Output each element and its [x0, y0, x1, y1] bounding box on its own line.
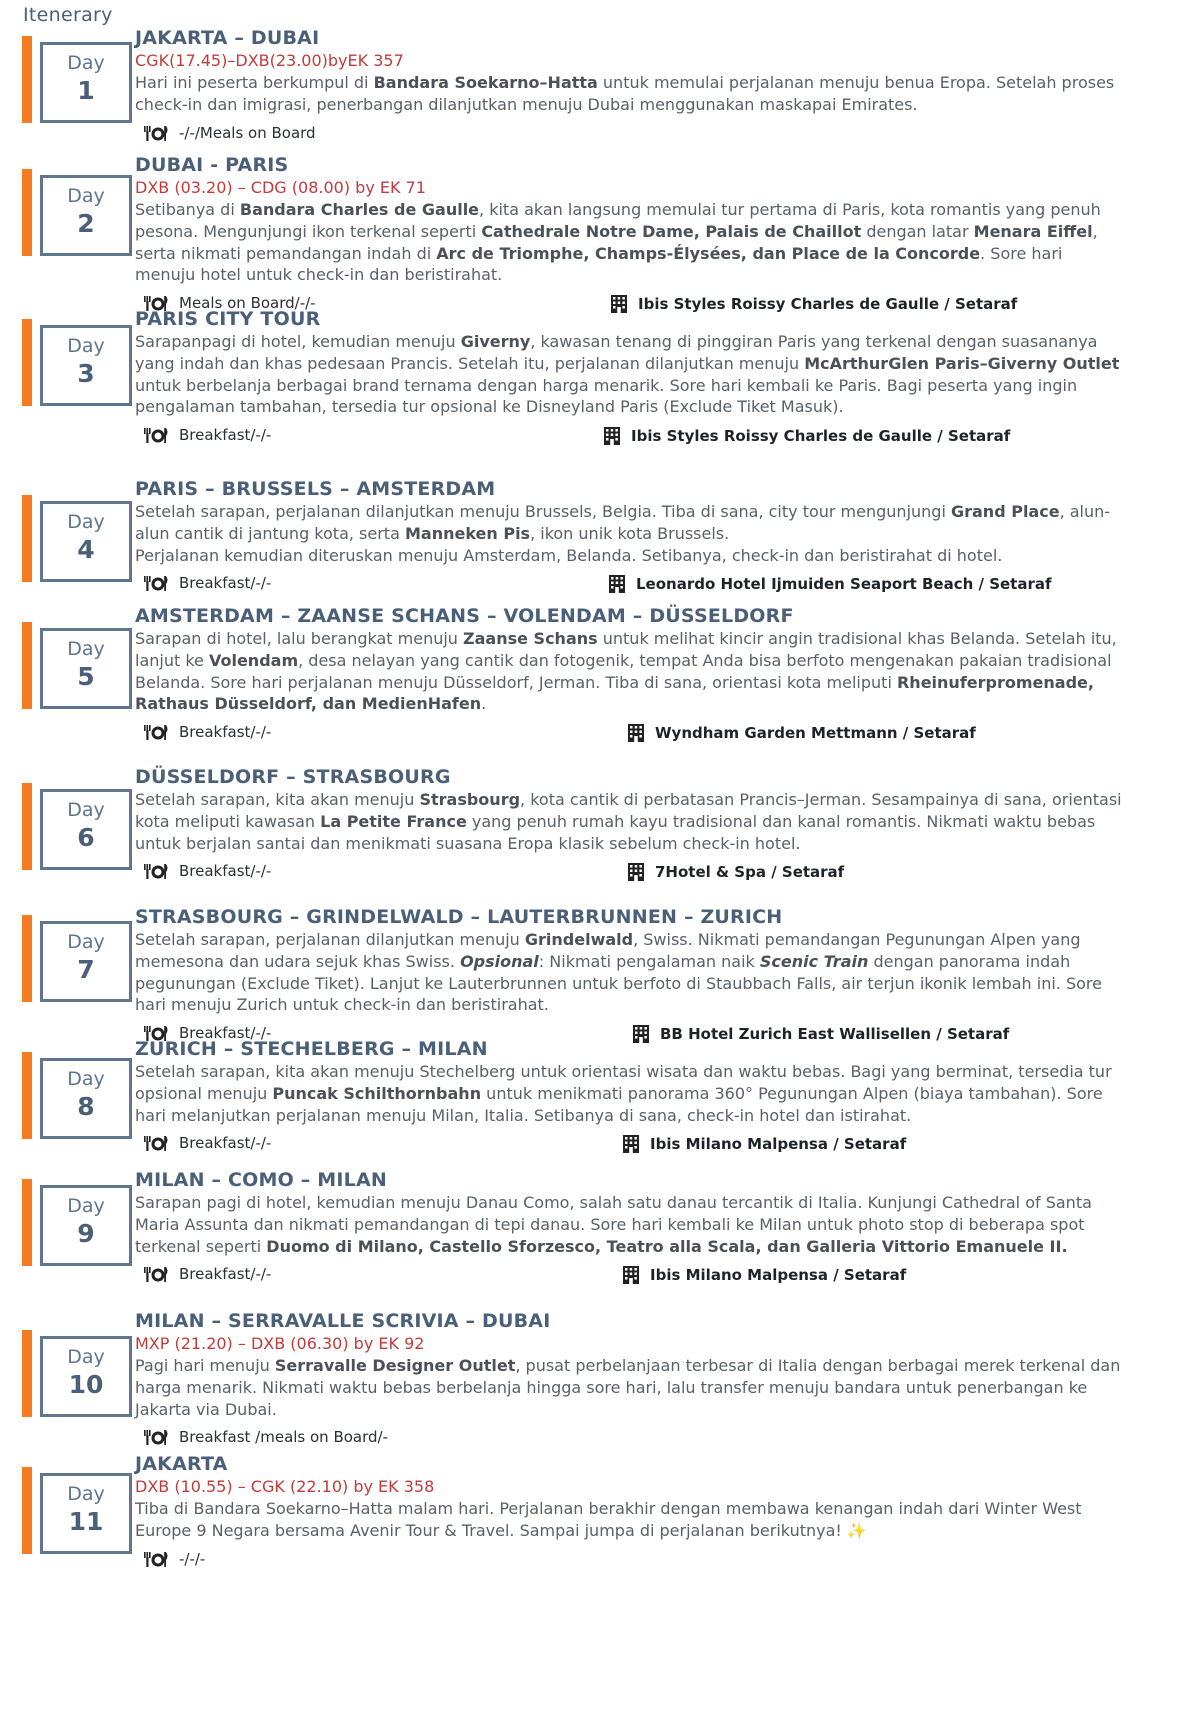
day-badge [22, 783, 132, 870]
day-badge [22, 169, 132, 256]
day-number: 4 [77, 535, 95, 564]
hotel-name: Ibis Styles Roissy Charles de Gaulle / Setaraf [638, 295, 1018, 314]
day-number: 10 [68, 1370, 104, 1399]
meal-icon [143, 426, 169, 444]
hotel-icon [603, 426, 621, 446]
hotel-name: Wyndham Garden Mettmann / Setaraf [655, 724, 976, 743]
day-content [135, 765, 1125, 888]
meal-icon [143, 574, 169, 592]
hotel-icon [622, 1134, 640, 1154]
day-number: 8 [77, 1092, 95, 1121]
day-description: Setelah sarapan, kita akan menuju Strasbourg, kota cantik di perbatasan Prancis–Jerman. Sesampainya di sana, orientasi kota meliputi kawasan La Petite France yang penuh rumah kayu tradisional dan kanal romantis. Nikmati waktu bebas untuk berjalan santai dan menikmati suasana Eropa klasik sebelum check-in hotel. [135, 790, 1122, 853]
day-badge [22, 319, 132, 406]
day-title: ZURICH – STECHELBERG – MILAN [135, 1038, 488, 1060]
day-label: Day [67, 799, 105, 821]
day-badge-box [40, 1058, 132, 1139]
day-content [135, 604, 1125, 749]
day-description: Setelah sarapan, perjalanan dilanjutkan menuju Brussels, Belgia. Tiba di sana, city tour mengunjungi Grand Place, alun-alun cantik di jantung kota, serta Manneken Pis, ikon unik kota Brussels. Perjalanan kemudian diteruskan menuju Amsterdam, Belanda. Setibanya, check-in dan beristirahat di hotel. [135, 502, 1111, 565]
day-badge-box [40, 1473, 132, 1554]
day-content [135, 1452, 1125, 1576]
day-description: Sarapanpagi di hotel, kemudian menuju Giverny, kawasan tenang di pinggiran Paris yang terkenal dengan suasananya yang indah dan khas pedesaan Prancis. Setelah itu, perjalanan dilanjutkan menuju McArthurGlen Paris–Giverny Outlet untuk berbelanja berbagai brand ternama dengan harga menarik. Sore hari kembali ke Paris. Bagi peserta yang ingin pengalaman tambahan, tersedia tur opsional ke Disneyland Paris (Exclude Tiket Masuk). [135, 332, 1120, 417]
day-badge-box [40, 921, 132, 1002]
day-description: Pagi hari menuju Serravalle Designer Outlet, pusat perbelanjaan terbesar di Italia dengan berbagai merek terkenal dan harga menarik. Nikmati waktu bebas berbelanja hingga sore hari, lalu transfer menuju bandara untuk penerbangan ke Jakarta via Dubai. [135, 1356, 1121, 1419]
day-label: Day [67, 1346, 105, 1368]
hotel-icon [622, 1265, 640, 1285]
day-meta [135, 1134, 1125, 1160]
day-title: PARIS CITY TOUR [135, 308, 321, 330]
meals-info [143, 574, 271, 592]
day-badge-box [40, 42, 132, 123]
meals-text: Breakfast/-/- [179, 426, 272, 445]
day-badge [22, 1179, 132, 1266]
hotel-info [608, 574, 1052, 594]
day-meta [135, 574, 1125, 600]
meals-text: Breakfast/-/- [179, 1134, 272, 1153]
day-label: Day [67, 511, 105, 533]
day-content [135, 477, 1125, 600]
day-meta [135, 862, 1125, 888]
hotel-info [627, 862, 844, 882]
meals-info [143, 426, 271, 444]
hotel-info [622, 1134, 906, 1154]
day-meta [135, 1550, 1125, 1576]
meals-text: Breakfast/-/- [179, 574, 272, 593]
meals-text: Breakfast /meals on Board/- [179, 1428, 389, 1447]
day-title: STRASBOURG – GRINDELWALD – LAUTERBRUNNEN – ZURICH [135, 906, 783, 928]
flight-info: DXB (03.20) – CDG (08.00) by EK 71 [135, 178, 426, 197]
meal-icon [143, 723, 169, 741]
hotel-icon [608, 574, 626, 594]
day-content [135, 26, 1125, 150]
meals-info [143, 1550, 205, 1568]
hotel-icon [627, 723, 645, 743]
day-content [135, 1309, 1125, 1454]
day-description: Sarapan di hotel, lalu berangkat menuju Zaanse Schans untuk melihat kincir angin tradisional khas Belanda. Setelah itu, lanjut ke Volendam, desa nelayan yang cantik dan fotogenik, tempat Anda bisa berfoto mengenakan pakaian tradisional Belanda. Sore hari perjalanan menuju Düsseldorf, Jerman. Tiba di sana, orientasi kota meliputi Rheinuferpromenade, Rathaus Düsseldorf, dan MedienHafen. [135, 629, 1117, 714]
meals-text: Breakfast/-/- [179, 862, 272, 881]
day-label: Day [67, 52, 105, 74]
day-number: 5 [77, 662, 95, 691]
meal-icon [143, 124, 169, 142]
day-label: Day [67, 931, 105, 953]
day-badge [22, 622, 132, 709]
hotel-icon [627, 862, 645, 882]
meals-text: Meals on Board/-/- [179, 294, 316, 313]
day-number: 7 [77, 955, 95, 984]
day-label: Day [67, 638, 105, 660]
day-badge [22, 915, 132, 1002]
day-badge-box [40, 789, 132, 870]
day-meta [135, 1428, 1125, 1454]
day-content [135, 1168, 1125, 1291]
day-badge [22, 36, 132, 123]
day-title: MILAN – SERRAVALLE SCRIVIA – DUBAI [135, 1310, 551, 1332]
meal-icon [143, 1265, 169, 1283]
day-title: AMSTERDAM – ZAANSE SCHANS – VOLENDAM – DÜSSELDORF [135, 605, 794, 627]
day-label: Day [67, 185, 105, 207]
day-description: Setelah sarapan, kita akan menuju Stechelberg untuk orientasi wisata dan waktu bebas. Bagi yang berminat, tersedia tur opsional menuju Puncak Schilthornbahn untuk menikmati panorama 360° Pegunungan Alpen (biaya tambahan). Sore hari melanjutkan perjalanan menuju Milan, Italia. Setibanya di sana, check-in hotel dan istirahat. [135, 1062, 1112, 1125]
day-badge-box [40, 628, 132, 709]
meals-text: Breakfast/-/- [179, 723, 272, 742]
day-badge [22, 495, 132, 582]
day-title: DÜSSELDORF – STRASBOURG [135, 766, 451, 788]
meals-text: -/-/- [179, 1549, 206, 1568]
day-content [135, 307, 1125, 452]
day-badge-box [40, 1185, 132, 1266]
day-badge [22, 1052, 132, 1139]
hotel-name: Leonardo Hotel Ijmuiden Seaport Beach / Setaraf [636, 575, 1052, 594]
meals-text: Breakfast/-/- [179, 1024, 272, 1043]
day-badge-box [40, 325, 132, 406]
day-label: Day [67, 1068, 105, 1090]
meals-info [143, 1428, 388, 1446]
day-meta [135, 1265, 1125, 1291]
day-description: Setelah sarapan, perjalanan dilanjutkan menuju Grindelwald, Swiss. Nikmati pemandangan Pegunungan Alpen yang memesona dan udara sejuk khas Swiss. Opsional: Nikmati pengalaman naik Scenic Train dengan panorama indah pegunungan (Exclude Tiket). Lanjut ke Lauterbrunnen untuk berfoto di Staubbach Falls, air terjun ikonik lembah ini. Sore hari menuju Zurich untuk check-in dan beristirahat. [135, 930, 1102, 1015]
day-content [135, 153, 1125, 320]
day-label: Day [67, 1483, 105, 1505]
day-description: Setibanya di Bandara Charles de Gaulle, kita akan langsung memulai tur pertama di Paris, kota romantis yang penuh pesona. Mengunjungi ikon terkenal seperti Cathedrale Notre Dame, Palais de Chaillot dengan latar Menara Eiffel, serta nikmati pemandangan indah di Arc de Triomphe, Champs-Élysées, dan Place de la Concorde. Sore hari menuju hotel untuk check-in dan beristirahat. [135, 200, 1101, 285]
meal-icon [143, 1550, 169, 1568]
day-description: Sarapan pagi di hotel, kemudian menuju Danau Como, salah satu danau tercantik di Italia. Kunjungi Cathedral of Santa Maria Assunta dan nikmati pemandangan di tepi danau. Sore hari kembali ke Milan untuk photo stop di beberapa spot terkenal seperti Duomo di Milano, Castello Sforzesco, Teatro alla Scala, dan Galleria Vittorio Emanuele II. [135, 1193, 1092, 1256]
day-badge-box [40, 501, 132, 582]
day-number: 6 [77, 823, 95, 852]
meals-info [143, 723, 271, 741]
meal-icon [143, 1134, 169, 1152]
day-content [135, 905, 1125, 1050]
day-number: 3 [77, 359, 95, 388]
meals-info [143, 862, 271, 880]
day-title: MILAN – COMO – MILAN [135, 1169, 387, 1191]
day-meta [135, 124, 1125, 150]
day-number: 1 [77, 76, 95, 105]
meal-icon [143, 1428, 169, 1446]
meals-text: Breakfast/-/- [179, 1265, 272, 1284]
day-number: 9 [77, 1219, 95, 1248]
day-meta [135, 426, 1125, 452]
hotel-name: Ibis Styles Roissy Charles de Gaulle / Setaraf [631, 427, 1011, 446]
day-number: 2 [77, 209, 95, 238]
day-title: JAKARTA – DUBAI [135, 27, 320, 49]
day-badge [22, 1467, 132, 1554]
flight-info: CGK(17.45)–DXB(23.00)byEK 357 [135, 51, 404, 70]
meal-icon [143, 862, 169, 880]
hotel-info [622, 1265, 906, 1285]
flight-info: DXB (10.55) – CGK (22.10) by EK 358 [135, 1477, 435, 1496]
day-badge-box [40, 1336, 132, 1417]
day-description: Tiba di Bandara Soekarno–Hatta malam hari. Perjalanan berakhir dengan membawa kenangan indah dari Winter West Europe 9 Negara bersama Avenir Tour & Travel. Sampai jumpa di perjalanan berikutnya! ✨ [135, 1499, 1082, 1540]
meals-text: -/-/Meals on Board [179, 123, 316, 142]
day-content [135, 1037, 1125, 1160]
hotel-name: Ibis Milano Malpensa / Setaraf [650, 1266, 907, 1285]
day-title: DUBAI - PARIS [135, 154, 289, 176]
hotel-name: BB Hotel Zurich East Wallisellen / Setaraf [660, 1025, 1010, 1044]
day-badge [22, 1330, 132, 1417]
hotel-info [603, 426, 1010, 446]
hotel-name: 7Hotel & Spa / Setaraf [655, 863, 845, 882]
meals-info [143, 124, 316, 142]
hotel-name: Ibis Milano Malpensa / Setaraf [650, 1135, 907, 1154]
meals-info [143, 1265, 271, 1283]
day-meta [135, 723, 1125, 749]
meals-info [143, 1134, 271, 1152]
day-label: Day [67, 1195, 105, 1217]
hotel-info [627, 723, 976, 743]
page-title: Itenerary [23, 4, 113, 26]
day-title: JAKARTA [135, 1453, 228, 1475]
day-number: 11 [68, 1507, 104, 1536]
flight-info: MXP (21.20) – DXB (06.30) by EK 92 [135, 1334, 425, 1353]
day-description: Hari ini peserta berkumpul di Bandara Soekarno–Hatta untuk memulai perjalanan menuju benua Eropa. Setelah proses check-in dan imigrasi, penerbangan dilanjutkan menuju Dubai menggunakan maskapai Emirates. [135, 73, 1115, 114]
day-title: PARIS – BRUSSELS – AMSTERDAM [135, 478, 496, 500]
day-badge-box [40, 175, 132, 256]
day-label: Day [67, 335, 105, 357]
